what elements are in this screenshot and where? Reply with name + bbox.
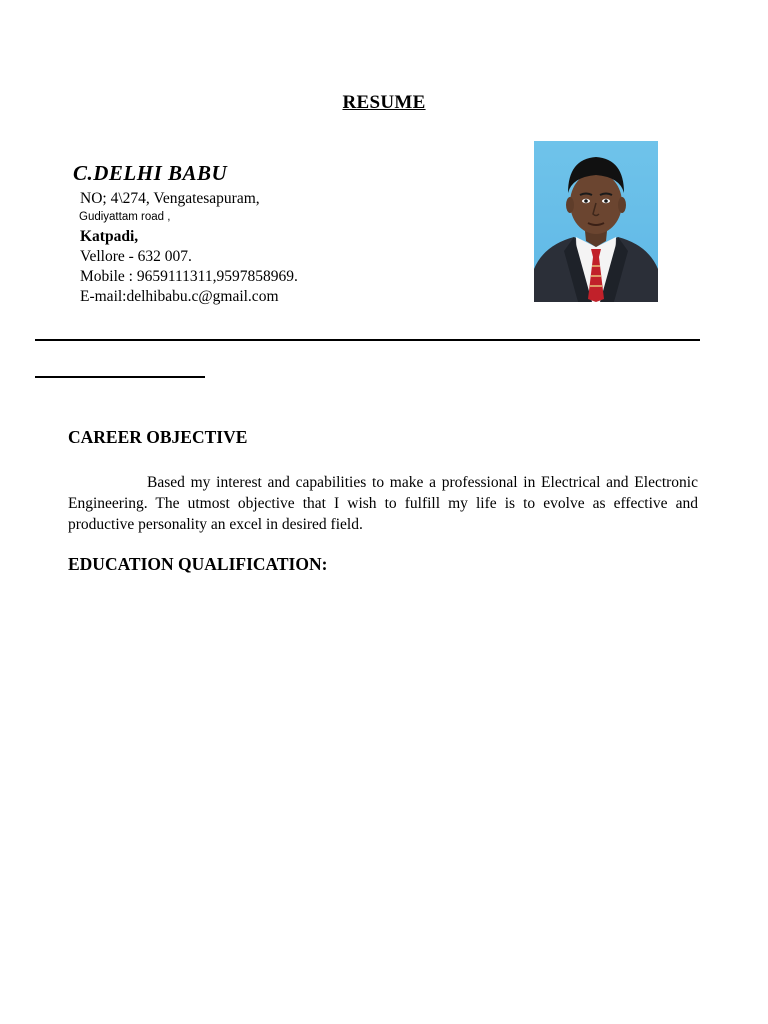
candidate-name: C.DELHI BABU	[73, 161, 228, 185]
section-divider-long	[35, 339, 700, 341]
address-line-2: Gudiyattam road ,	[79, 211, 171, 223]
address-line-1: NO; 4\274, Vengatesapuram,	[80, 190, 260, 207]
email-address: E-mail:delhibabu.c@gmail.com	[80, 288, 279, 305]
mobile-number: Mobile : 9659111311,9597858969.	[80, 268, 298, 285]
career-objective-text	[68, 472, 698, 535]
career-objective-heading: CAREER OBJECTIVE	[68, 427, 248, 447]
resume-title: RESUME	[342, 92, 426, 113]
section-divider-short	[35, 376, 205, 378]
education-heading: EDUCATION QUALIFICATION:	[68, 554, 328, 574]
person-photo-icon	[534, 141, 658, 302]
address-line-4: Vellore - 632 007.	[80, 248, 192, 265]
career-objective-body: Based my interest and capabilities to make a professional in Electrical and Electronic Engineering. The utmost objective that I wish to fulfill my life is to evolve as effective and productive personality an excel in desired field.	[68, 474, 698, 533]
address-line-3: Katpadi,	[80, 228, 139, 245]
